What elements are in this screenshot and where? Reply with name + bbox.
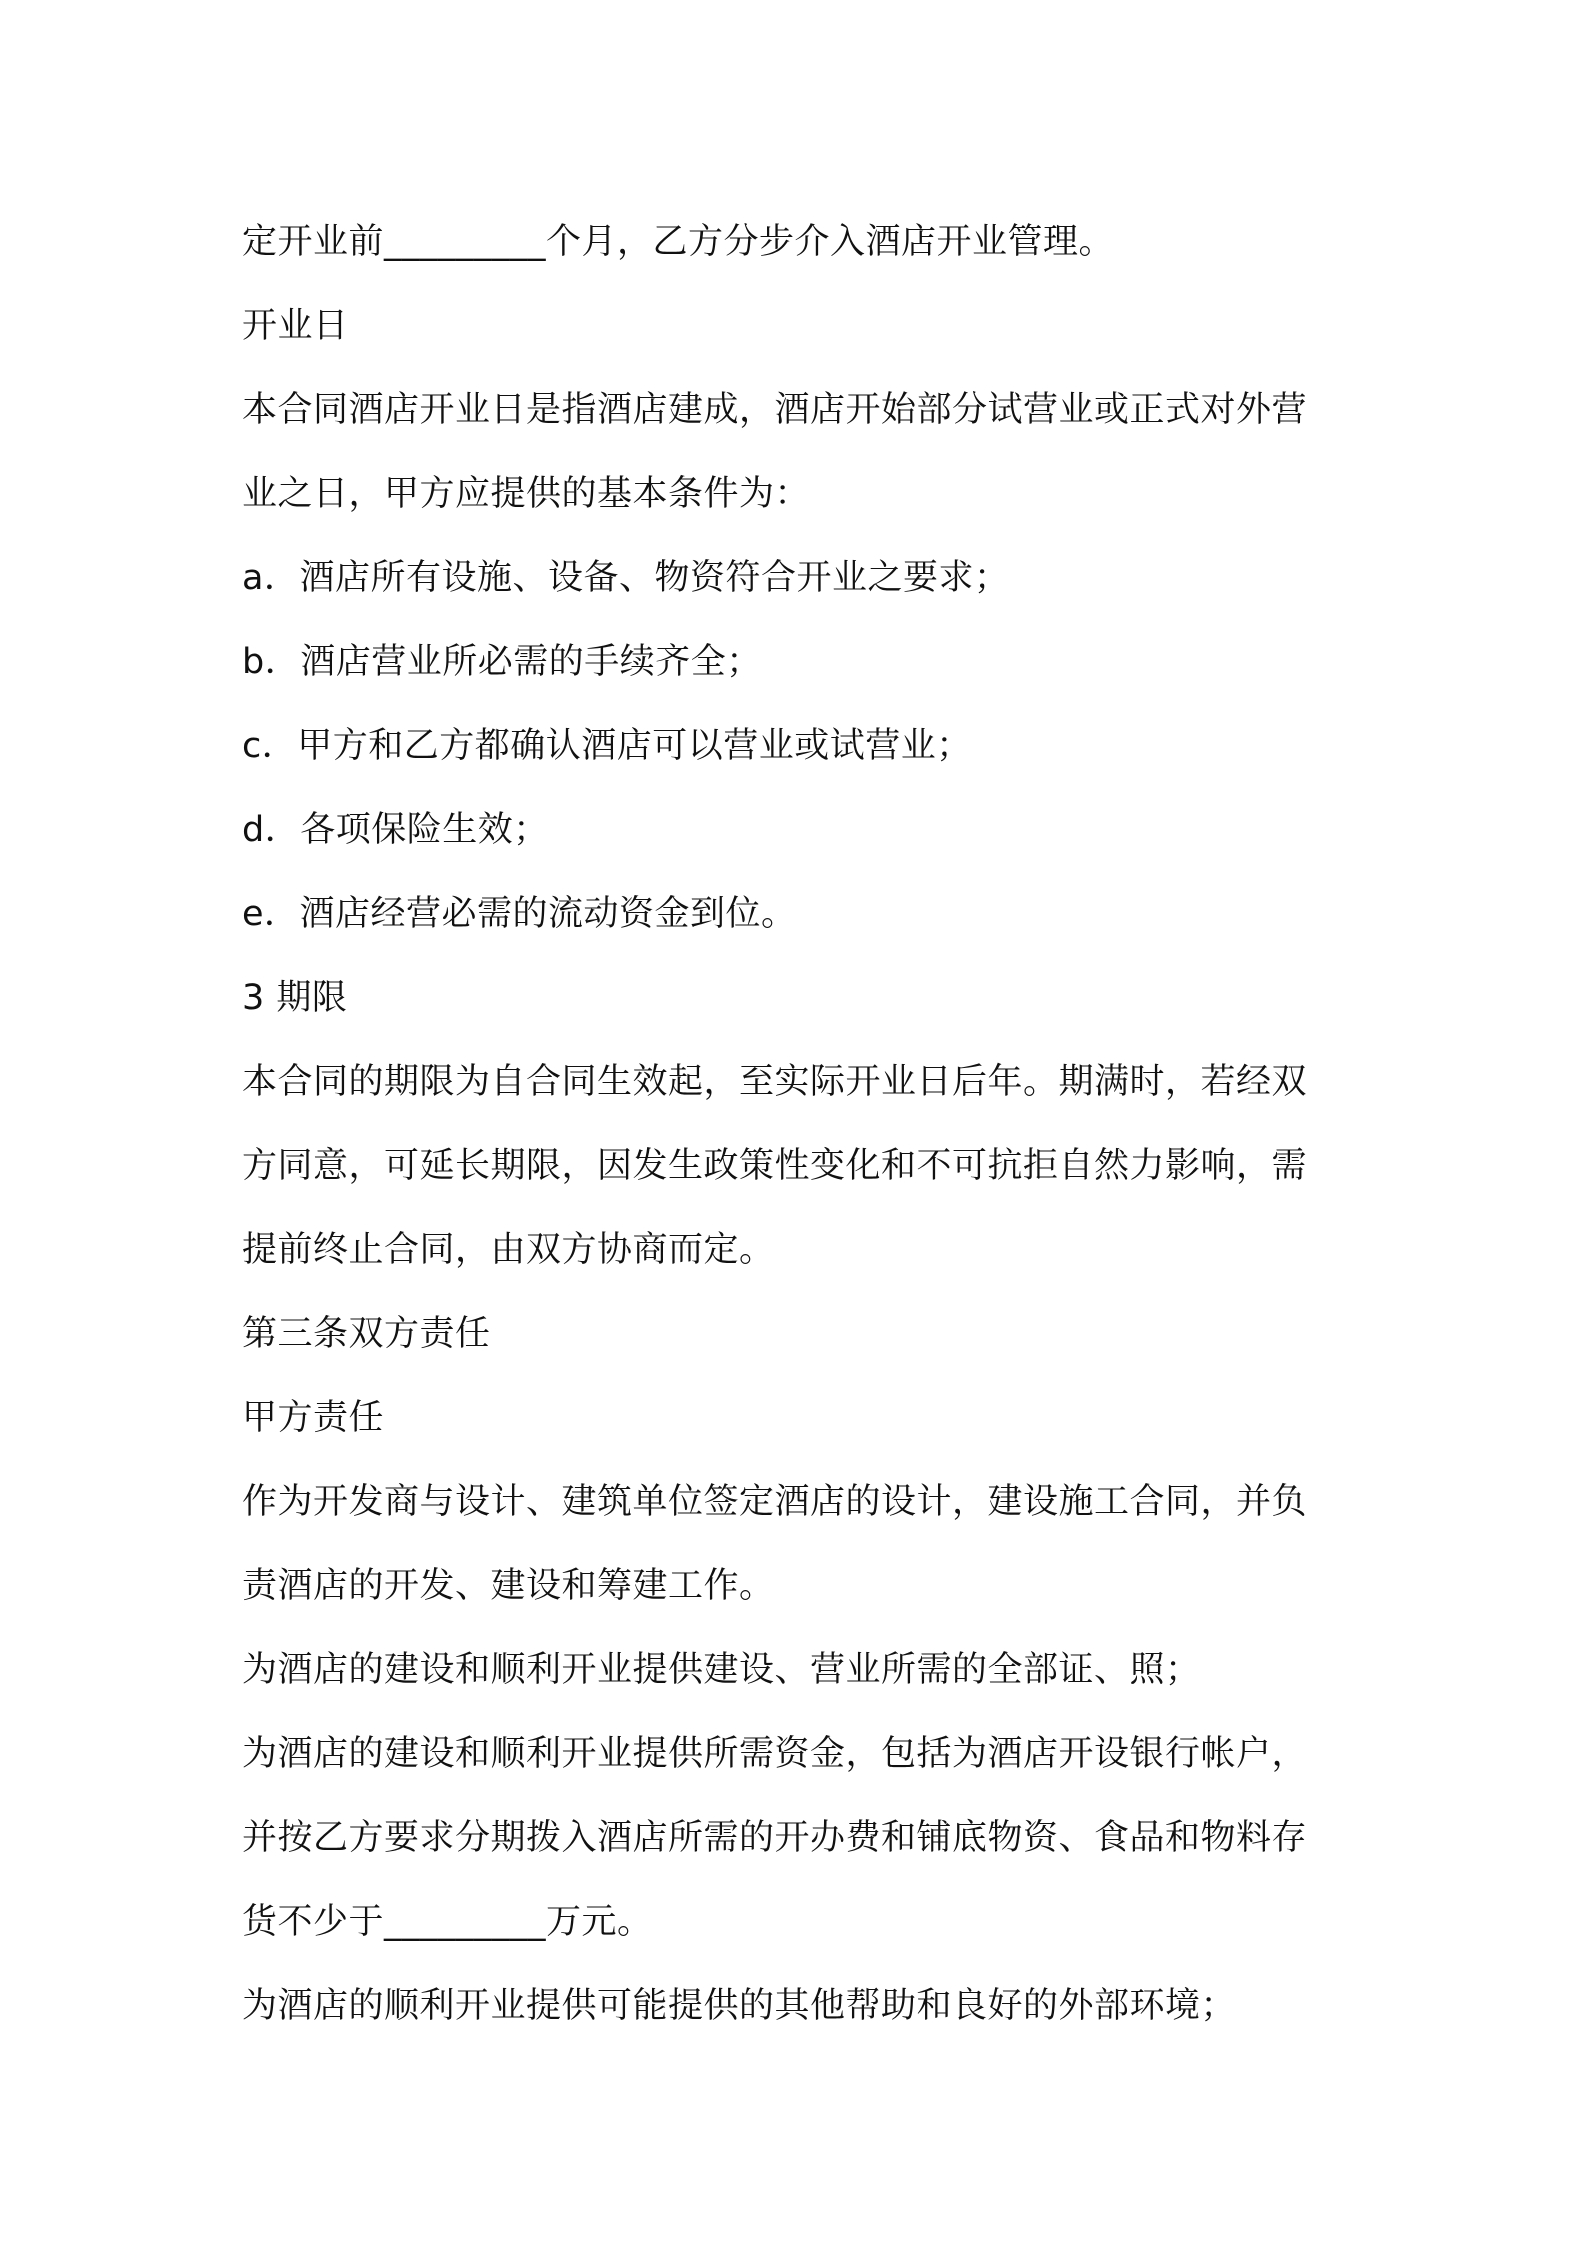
text-line-11: 本合同的期限为自合同生效起，至实际开业日后年。期满时，若经双	[242, 1062, 1308, 1102]
text-line-22: 为酒店的顺利开业提供可能提供的其他帮助和良好的外部环境；	[242, 1986, 1237, 2026]
text-line-6: b．酒店营业所必需的手续齐全；	[242, 642, 762, 682]
text-line-18: 为酒店的建设和顺利开业提供建设、营业所需的全部证、照；	[242, 1650, 1201, 1690]
text-line-3: 本合同酒店开业日是指酒店建成，酒店开始部分试营业或正式对外营	[242, 390, 1308, 430]
text-line-14: 第三条双方责任	[242, 1314, 491, 1354]
text-line-19: 为酒店的建设和顺利开业提供所需资金，包括为酒店开设银行帐户，	[242, 1734, 1308, 1774]
text-line-9: e．酒店经营必需的流动资金到位。	[242, 894, 797, 934]
text-line-2: 开业日	[242, 306, 349, 346]
text-line-10: 3 期限	[242, 978, 348, 1018]
text-line-13: 提前终止合同，由双方协商而定。	[242, 1230, 775, 1270]
text-line-20: 并按乙方要求分期拨入酒店所需的开办费和铺底物资、食品和物料存	[242, 1818, 1308, 1858]
text-line-1: 定开业前_________个月，乙方分步介入酒店开业管理。	[242, 222, 1115, 262]
text-line-7: c．甲方和乙方都确认酒店可以营业或试营业；	[242, 726, 972, 766]
text-line-5: a．酒店所有设施、设备、物资符合开业之要求；	[242, 558, 1010, 598]
text-line-15: 甲方责任	[242, 1398, 385, 1438]
document-body	[242, 200, 1362, 2048]
text-line-16: 作为开发商与设计、建筑单位签定酒店的设计，建设施工合同，并负	[242, 1482, 1308, 1522]
text-line-21: 货不少于_________万元。	[242, 1902, 653, 1942]
text-line-8: d．各项保险生效；	[242, 810, 549, 850]
text-line-4: 业之日，甲方应提供的基本条件为：	[242, 474, 811, 514]
text-line-17: 责酒店的开发、建设和筹建工作。	[242, 1566, 775, 1606]
text-line-12: 方同意，可延长期限，因发生政策性变化和不可抗拒自然力影响，需	[242, 1146, 1308, 1186]
